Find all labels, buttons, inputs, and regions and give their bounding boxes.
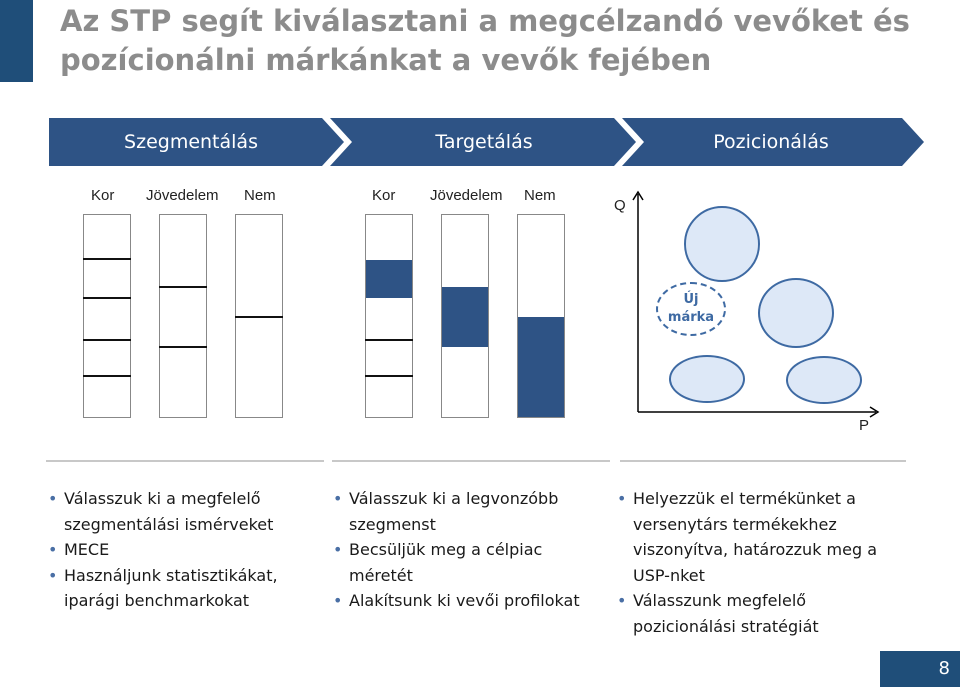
targeting-bullets [333,486,611,614]
seg-label-gender: Nem [244,187,276,204]
seg-bar-income [159,214,207,418]
positioning-bullets [617,486,907,639]
bullet-item: • Válasszuk ki a megfelelő szegmentálási ismérveket [48,486,320,537]
x-axis-label: P [859,417,870,434]
column-separator [46,460,324,462]
bullet-item: • Helyezzük el termékünket a versenytárs termékekhez viszonyítva, határozzuk meg a USP-nket [617,486,907,588]
seg-divider [83,339,131,341]
tgt-selected-segment [442,287,488,347]
seg-divider [83,297,131,299]
segmentation-bullets [48,486,320,614]
bullet-item: • Becsüljük meg a célpiac méretét [333,537,611,588]
seg-divider [235,316,283,318]
bullet-item: • Alakítsunk ki vevői profilokat [333,588,611,614]
competitor-circle [786,356,862,404]
competitor-circle [669,355,745,403]
tgt-bar-age [365,214,413,418]
tgt-divider [365,339,413,341]
seg-label-income: Jövedelem [146,187,219,204]
seg-divider [159,346,207,348]
new-brand-line1: Új [683,292,699,307]
page-title-line2: pozícionálni márkánkat a vevők fejében [60,43,712,77]
competitor-circle [684,206,760,282]
new-brand-label [656,291,726,327]
step-positioning-label: Pozicionálás [713,131,829,153]
title-accent-bar [0,0,33,82]
page-title-line1: Az STP segít kiválasztani a megcélzandó vevőket és [60,4,910,38]
column-separator [620,460,906,462]
bullet-item: • Válasszunk megfelelő pozicionálási stratégiát [617,588,907,639]
step-segmentation-label: Szegmentálás [124,131,258,153]
seg-divider [159,286,207,288]
page-number: 8 [880,651,960,687]
seg-divider [83,375,131,377]
tgt-label-gender: Nem [524,187,556,204]
y-axis-label: Q [614,197,626,214]
tgt-label-income: Jövedelem [430,187,503,204]
seg-bar-age [83,214,131,418]
bullet-item: • Használjunk statisztikákat, iparági benchmarkokat [48,563,320,614]
tgt-label-age: Kor [372,187,396,204]
page-title [60,2,940,80]
bullet-item: • MECE [48,537,320,563]
tgt-selected-segment [518,317,564,417]
tgt-divider [365,375,413,377]
column-separator [332,460,610,462]
seg-divider [83,258,131,260]
step-targeting-label: Targetálás [435,131,533,153]
new-brand-line2: márka [667,310,715,325]
seg-label-age: Kor [91,187,115,204]
bullet-item: • Válasszuk ki a legvonzóbb szegmenst [333,486,611,537]
tgt-selected-segment [366,260,412,298]
competitor-circle [758,278,834,348]
